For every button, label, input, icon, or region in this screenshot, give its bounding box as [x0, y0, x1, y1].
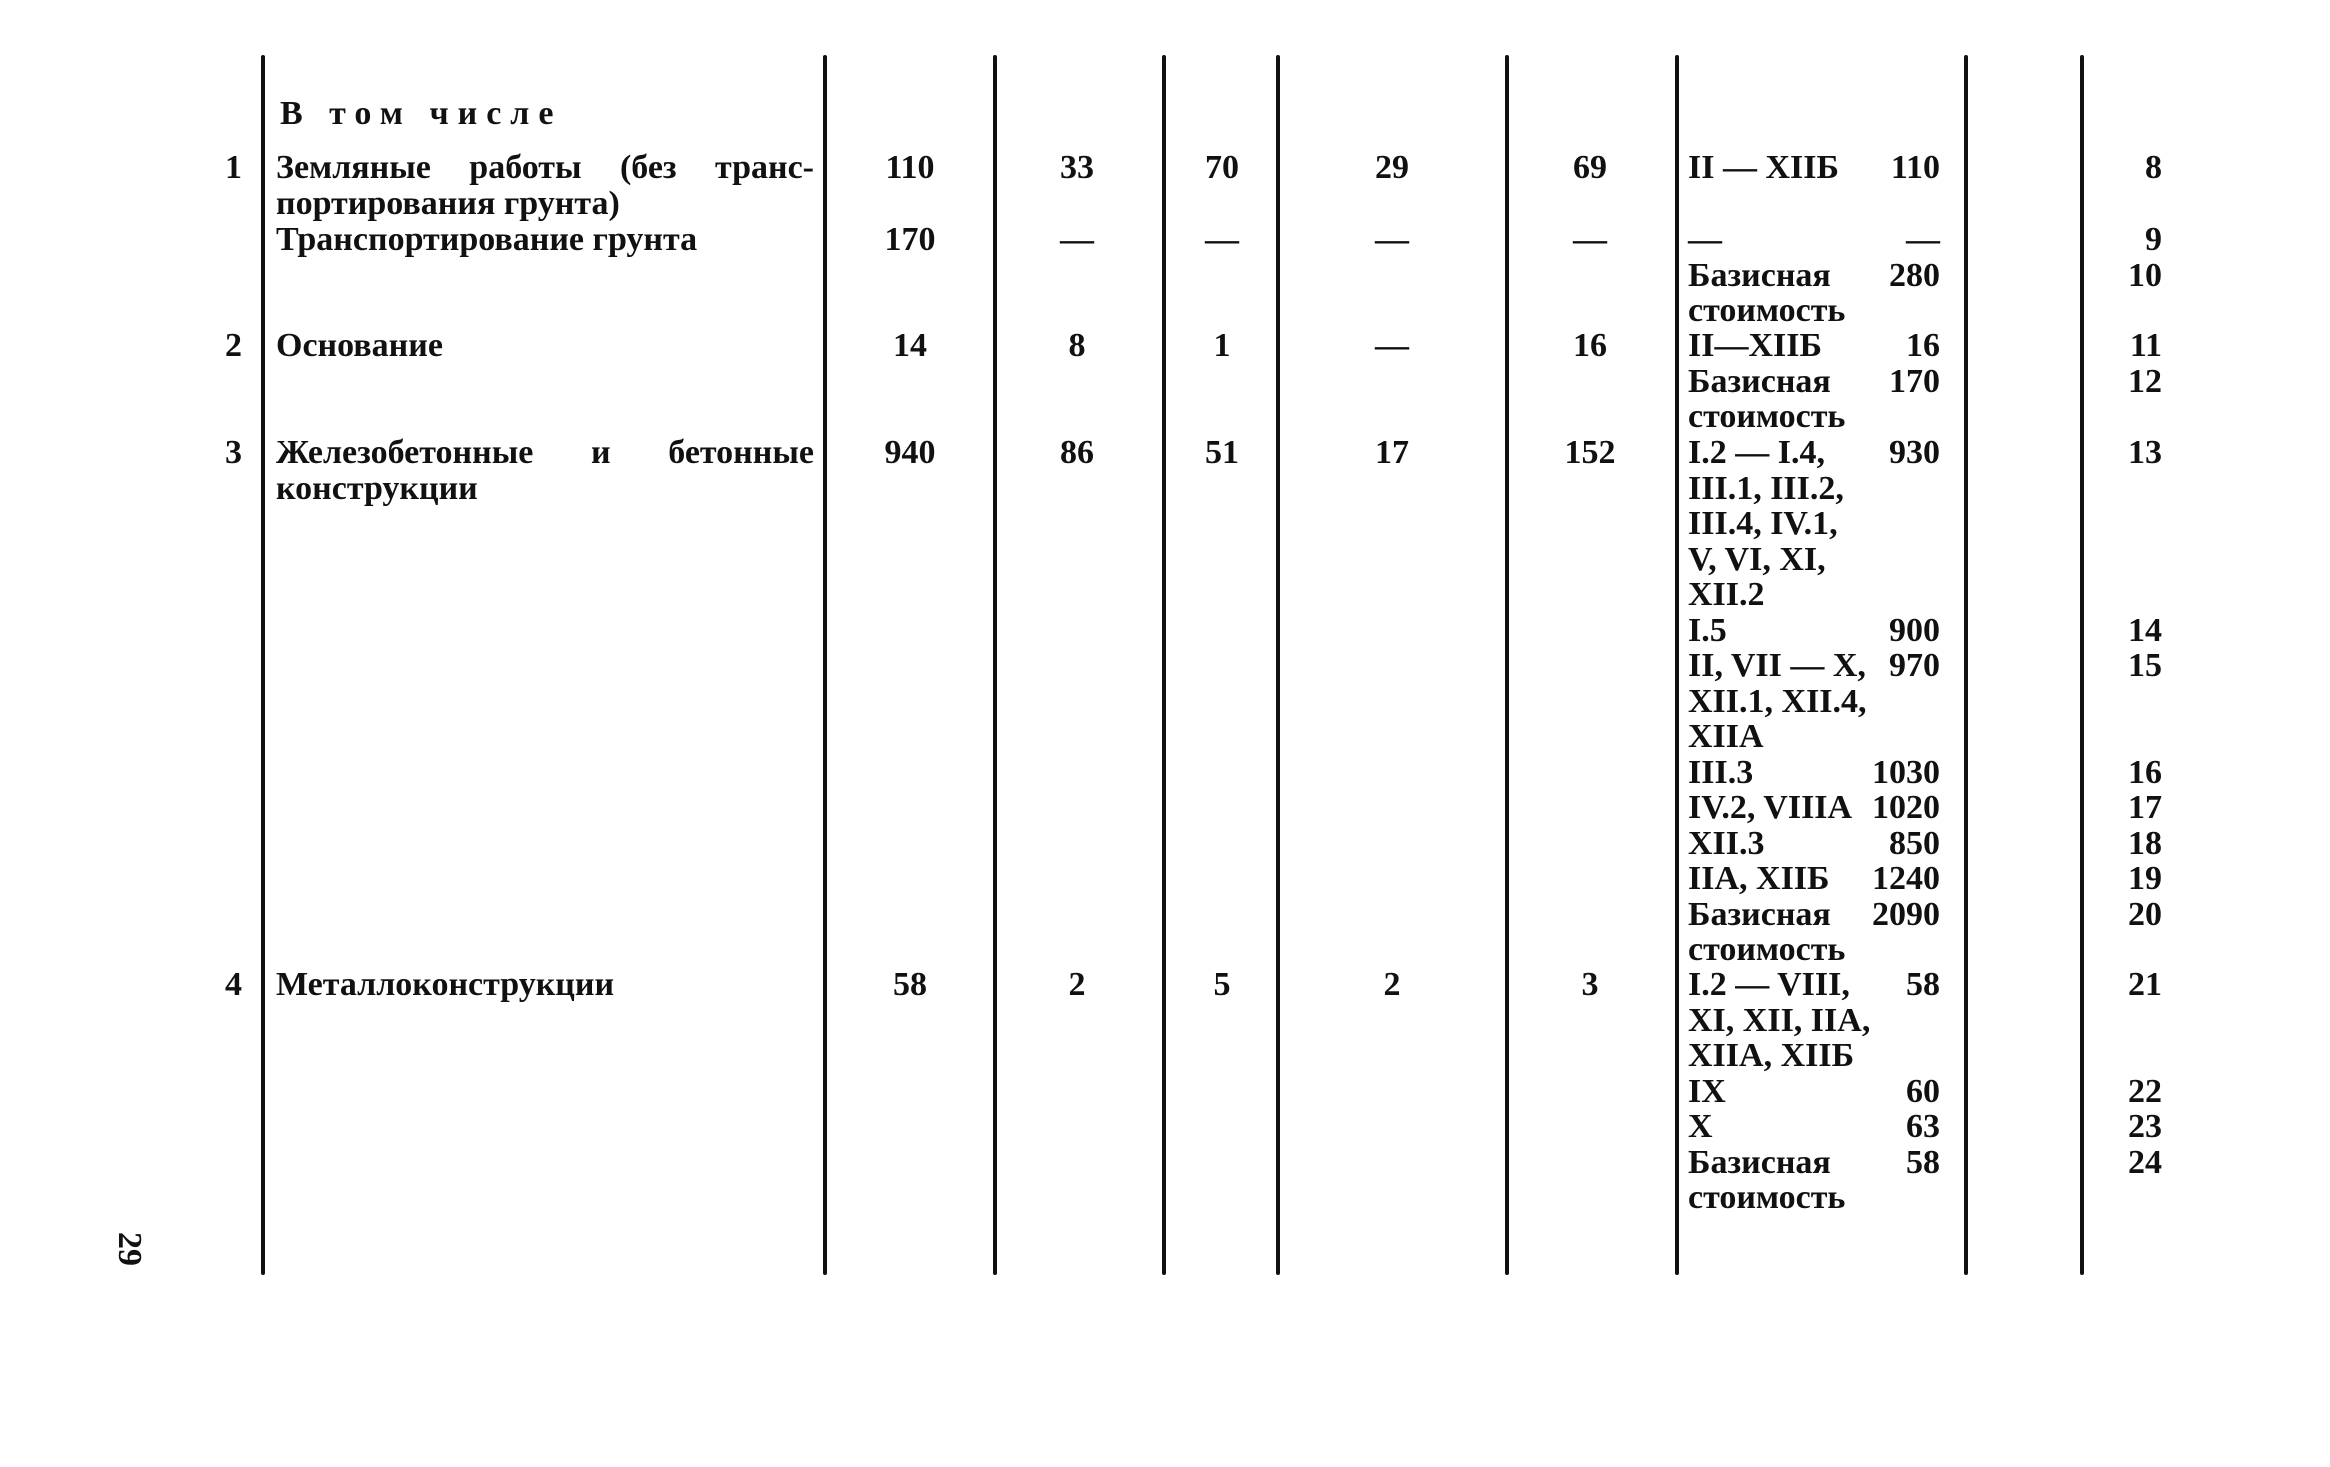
- line-index: 13: [2128, 434, 2162, 471]
- column-rule: [993, 55, 997, 1275]
- sub-group-label: IX: [1688, 1072, 1726, 1110]
- line-index: 11: [2129, 327, 2162, 364]
- column-rule: [1505, 55, 1509, 1275]
- line-index: 16: [2128, 753, 2162, 791]
- sub-value: —: [1906, 221, 1940, 258]
- sub-group-label: XII.3: [1688, 824, 1765, 862]
- column-rule: [1964, 55, 1968, 1275]
- sub-group-label: III.3: [1688, 753, 1754, 791]
- line-index: 14: [2128, 611, 2162, 649]
- sub-value: 60: [1906, 1072, 1940, 1110]
- column-rule: [823, 55, 827, 1275]
- line-index: 18: [2128, 824, 2162, 862]
- sub-group-label: Базисная: [1688, 256, 1831, 294]
- row-name: Транспортирование грунта: [276, 221, 698, 258]
- cell-c5: —: [1573, 221, 1607, 258]
- row-name: Основание: [276, 327, 443, 364]
- cell-c1: 940: [884, 434, 936, 471]
- row-number: 3: [225, 434, 242, 471]
- sub-group-label: II — XIIБ: [1688, 149, 1839, 186]
- line-index: 12: [2128, 362, 2162, 400]
- sub-group-label: XIIA: [1688, 718, 1764, 755]
- sub-group-label: IIA, XIIБ: [1688, 860, 1830, 897]
- line-index: 22: [2128, 1072, 2162, 1110]
- section-heading: В том числе: [280, 95, 563, 132]
- cell-c5: 69: [1573, 149, 1607, 186]
- cell-c3: 51: [1205, 434, 1239, 471]
- cell-c1: 110: [885, 149, 935, 186]
- row-name: Железобетонные и бетонные: [276, 434, 814, 471]
- sub-group-label: стоимость: [1688, 1179, 1846, 1216]
- cell-c4: 17: [1375, 434, 1409, 471]
- sub-value: 1030: [1872, 753, 1940, 791]
- cell-c5: 152: [1564, 434, 1616, 471]
- sub-value: 930: [1889, 434, 1940, 471]
- row-name: Земляные работы (без транс-: [276, 149, 814, 186]
- sub-group-label: IV.2, VIIIA: [1688, 789, 1853, 826]
- line-index: 9: [2145, 221, 2162, 258]
- cell-c3: 5: [1213, 966, 1231, 1003]
- cell-c2: 33: [1060, 149, 1094, 186]
- sub-group-label: I.5: [1688, 611, 1727, 649]
- cell-c3: 70: [1205, 149, 1239, 186]
- sub-value: 58: [1906, 1143, 1940, 1181]
- line-index: 24: [2128, 1143, 2162, 1181]
- sub-group-label: X: [1688, 1108, 1713, 1145]
- cell-c3: —: [1205, 221, 1239, 258]
- sub-group-label: III.1, III.2,: [1688, 469, 1844, 507]
- sub-value: 58: [1906, 966, 1940, 1003]
- line-index: 15: [2128, 647, 2162, 684]
- cell-c2: 2: [1068, 966, 1086, 1003]
- sub-group-label: I.2 — I.4,: [1688, 434, 1825, 471]
- cell-c4: 29: [1375, 149, 1409, 186]
- cell-c4: —: [1375, 221, 1409, 258]
- cell-c2: 8: [1068, 327, 1086, 364]
- sub-group-label: XII.2: [1688, 576, 1765, 613]
- row-number: 2: [225, 327, 242, 364]
- sub-value: 110: [1890, 149, 1940, 186]
- cell-c1: 170: [884, 221, 936, 258]
- cell-c5: 16: [1573, 327, 1607, 364]
- sub-group-label: —: [1688, 221, 1722, 258]
- sub-value: 970: [1889, 647, 1940, 684]
- row-name: Металлоконструкции: [276, 966, 615, 1003]
- sub-group-label: XII.1, XII.4,: [1688, 682, 1867, 720]
- line-index: 23: [2128, 1108, 2162, 1145]
- sub-group-label: стоимость: [1688, 931, 1846, 968]
- column-rule: [2080, 55, 2084, 1275]
- line-index: 19: [2128, 860, 2162, 897]
- sub-value: 900: [1889, 611, 1940, 649]
- line-index: 8: [2145, 149, 2162, 186]
- line-index: 17: [2128, 789, 2162, 826]
- sub-group-label: II—XIIБ: [1688, 327, 1822, 364]
- sub-value: 1240: [1872, 860, 1940, 897]
- cell-c1: 14: [893, 327, 927, 364]
- row-number: 1: [225, 149, 242, 186]
- line-index: 21: [2128, 966, 2162, 1003]
- cell-c3: 1: [1213, 327, 1231, 364]
- sub-group-label: Базисная: [1688, 362, 1831, 400]
- sub-group-label: стоимость: [1688, 398, 1846, 435]
- cell-c4: —: [1375, 327, 1409, 364]
- sub-value: 280: [1889, 256, 1940, 294]
- sub-group-label: I.2 — VIII,: [1688, 966, 1850, 1003]
- sub-group-label: V, VI, XI,: [1688, 540, 1826, 578]
- page-number: 29: [111, 1232, 148, 1266]
- column-rule: [261, 55, 265, 1275]
- sub-group-label: Базисная: [1688, 1143, 1831, 1181]
- cell-c1: 58: [893, 966, 927, 1003]
- row-name: конструкции: [276, 469, 478, 507]
- sub-group-label: II, VII — X,: [1688, 647, 1866, 684]
- sub-value: 1020: [1872, 789, 1940, 826]
- column-rule: [1675, 55, 1679, 1275]
- cell-c5: 3: [1581, 966, 1599, 1003]
- cell-c2: 86: [1060, 434, 1094, 471]
- sub-value: 170: [1889, 362, 1940, 400]
- row-name: портирования грунта): [276, 184, 620, 222]
- cell-c2: —: [1060, 221, 1094, 258]
- sub-group-label: Базисная: [1688, 895, 1831, 933]
- cell-c4: 2: [1383, 966, 1401, 1003]
- sub-group-label: стоимость: [1688, 292, 1846, 329]
- sub-value: 63: [1906, 1108, 1940, 1145]
- sub-value: 16: [1906, 327, 1940, 364]
- sub-group-label: XIIA, XIIБ: [1688, 1037, 1855, 1074]
- sub-group-label: XI, XII, IIA,: [1688, 1001, 1871, 1039]
- line-index: 20: [2128, 895, 2162, 933]
- sub-value: 2090: [1872, 895, 1940, 933]
- sub-group-label: III.4, IV.1,: [1688, 505, 1838, 542]
- sub-value: 850: [1889, 824, 1940, 862]
- line-index: 10: [2128, 256, 2162, 294]
- row-number: 4: [225, 966, 242, 1003]
